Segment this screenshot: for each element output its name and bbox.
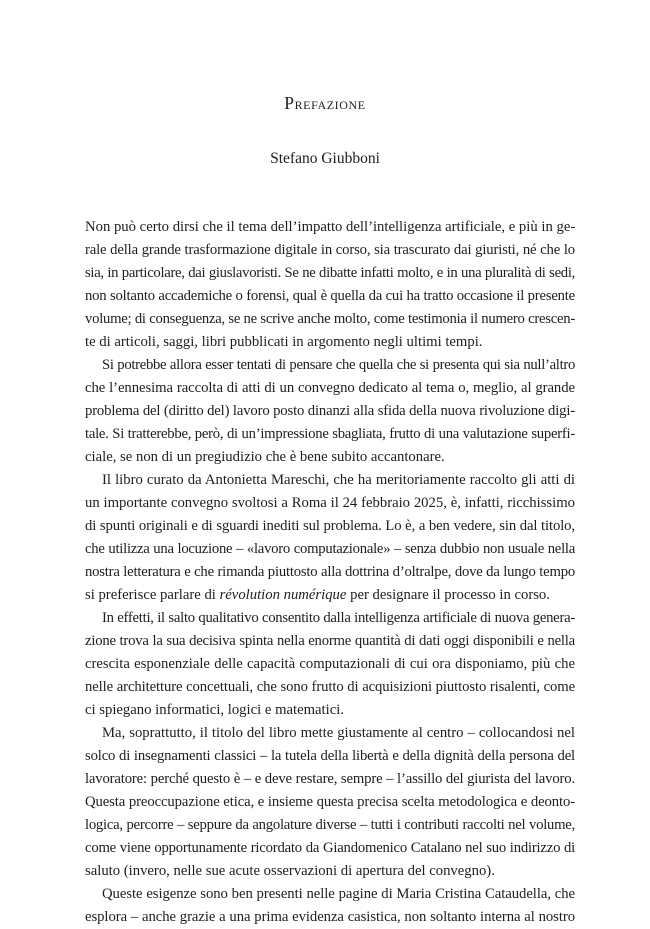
text-line: In effetti, il salto qualitativo consentito dalla intelligenza artificiale di nuova genera- <box>102 610 575 626</box>
body-text <box>85 216 575 929</box>
text-line: Il libro curato da Antonietta Mareschi, che ha meritoriamente raccolto gli atti di <box>102 472 575 488</box>
text-line: come viene opportunamente ricordato da Giandomenico Catalano nel suo indirizzo di <box>85 840 575 856</box>
text-line: sia, in particolare, dai giuslavoristi. Se ne dibatte infatti molto, e in una pluralità di sedi, <box>85 265 575 281</box>
text-line: zione trova la sua decisiva spinta nella enorme quantità di dati oggi disponibili e nella <box>85 633 575 649</box>
text-line: nostra letteratura e che rimanda piuttosto alla dottrina d’oltralpe, dove da lungo tempo <box>85 564 575 580</box>
text-line <box>85 584 575 607</box>
text-line: saluto (invero, nelle sue acute osservazioni di apertura del convegno). <box>85 863 495 879</box>
chapter-title: Prefazione <box>284 93 366 113</box>
text-line: che l’ennesima raccolta di atti di un convegno dedicato al tema o, meglio, al grande <box>85 380 575 396</box>
text-line: volume; di conseguenza, se ne scrive anche molto, come testimonia il numero crescen- <box>85 311 575 327</box>
text-line: tale. Si tratterebbe, però, di un’impressione sbagliata, frutto di una valutazione superfi- <box>85 426 575 442</box>
text-line: rale della grande trasformazione digitale in corso, sia trascurato dai giuristi, né che lo <box>85 242 575 258</box>
text-line: di spunti originali e di sguardi inediti sul problema. Lo è, a ben vedere, sin dal titolo, <box>85 518 575 534</box>
text-line: Si potrebbe allora esser tentati di pensare che quella che si presenta qui sia null’altro <box>102 357 575 373</box>
text-line: non soltanto accademiche o forensi, qual è quella da cui ha tratto occasione il presente <box>85 288 575 304</box>
text-line: solco di insegnamenti classici – la tutela della libertà e della dignità della persona del <box>85 748 575 764</box>
text-line: Queste esigenze sono ben presenti nelle pagine di Maria Cristina Cataudella, che <box>102 886 575 902</box>
text-line: ci spiegano informatici, logici e matematici. <box>85 702 344 718</box>
text-line: lavoratore: perché questo è – e deve restare, sempre – l’assillo del giurista del lavoro. <box>85 771 575 787</box>
text-line: Questa preoccupazione etica, e insieme questa precisa scelta metodologica e deonto- <box>85 794 575 810</box>
text-segment: per designare il processo in corso. <box>346 587 550 603</box>
italic-term: révolution numérique <box>219 587 347 603</box>
text-line: problema del (diritto del) lavoro posto dinanzi alla sfida della nuova rivoluzione digi- <box>85 403 575 419</box>
text-segment: si preferisce parlare di <box>85 587 220 603</box>
text-line: logica, percorre – seppure da angolature diverse – tutti i contributi raccolti nel volume, <box>85 817 575 833</box>
chapter-author: Stefano Giubboni <box>270 150 380 167</box>
text-line: te di articoli, saggi, libri pubblicati in argomento negli ultimi tempi. <box>85 334 483 350</box>
text-line: Ma, soprattutto, il titolo del libro mette giustamente al centro – collocandosi nel <box>102 725 575 741</box>
text-line: Non può certo dirsi che il tema dell’impatto dell’intelligenza artificiale, e più in ge- <box>85 219 576 235</box>
text-line: che utilizza una locuzione – «lavoro computazionale» – senza dubbio non usuale nella <box>85 541 575 557</box>
text-line: un importante convegno svoltosi a Roma il 24 febbraio 2025, è, infatti, ricchissimo <box>85 495 575 511</box>
text-line: crescita esponenziale delle capacità computazionali di cui ora disponiamo, più che <box>85 656 575 672</box>
text-line: esplora – anche grazie a una prima evidenza casistica, non soltanto interna al nostro <box>85 909 575 925</box>
text-line: nelle architetture concettuali, che sono frutto di acquisizioni piuttosto risalenti, come <box>85 679 575 695</box>
text-line: ciale, se non di un pregiudizio che è bene subito accantonare. <box>85 449 445 465</box>
